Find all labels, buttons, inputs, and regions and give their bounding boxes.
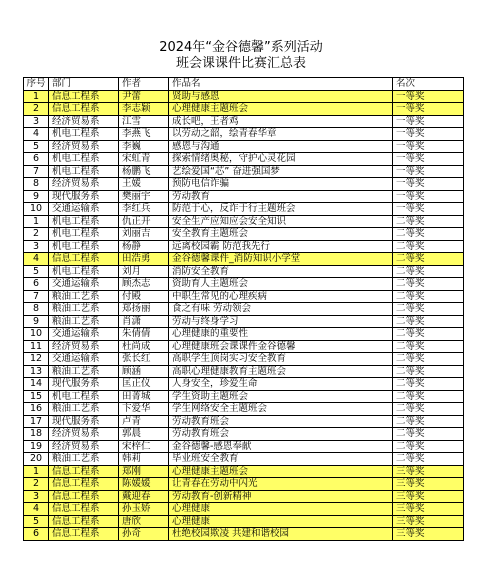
- cell-number: 4: [24, 503, 49, 516]
- table-row: [24, 278, 464, 291]
- cell-author: 李燕飞: [119, 128, 169, 141]
- cell-author: 李红兵: [119, 203, 169, 216]
- cell-rank: 一等奖: [393, 178, 464, 191]
- cell-rank: 一等奖: [393, 140, 464, 153]
- cell-number: 2: [24, 103, 49, 116]
- cell-author: 肖潇: [119, 315, 169, 328]
- cell-work-title: 心理健康: [169, 515, 393, 528]
- cell-author: 匡正仪: [119, 378, 169, 391]
- header-author: 作者: [119, 78, 169, 91]
- cell-rank: 二等奖: [393, 315, 464, 328]
- cell-author: 朱倩倩: [119, 328, 169, 341]
- cell-author: 杨鹏飞: [119, 165, 169, 178]
- page-subtitle: 班会课课件比赛汇总表: [175, 56, 306, 71]
- cell-author: 王媛: [119, 178, 169, 191]
- cell-author: 刘丽吉: [119, 228, 169, 241]
- cell-work-title: 杜绝校园欺凌 共建和谐校园: [169, 528, 393, 541]
- cell-work-title: 劳动教育班会: [169, 428, 393, 441]
- cell-department: 经济贸易系: [49, 140, 119, 153]
- cell-author: 李巍: [119, 140, 169, 153]
- table-row: [24, 390, 464, 403]
- results-table: [23, 77, 464, 541]
- cell-number: 2: [24, 478, 49, 491]
- cell-work-title: 心理健康的重要性: [169, 328, 393, 341]
- cell-rank: 三等奖: [393, 490, 464, 503]
- cell-number: 6: [24, 528, 49, 541]
- cell-rank: 二等奖: [393, 440, 464, 453]
- cell-number: 3: [24, 240, 49, 253]
- cell-rank: 一等奖: [393, 153, 464, 166]
- table-row: [24, 140, 464, 153]
- cell-author: 唐欣: [119, 515, 169, 528]
- cell-rank: 二等奖: [393, 328, 464, 341]
- cell-number: 1: [24, 465, 49, 478]
- cell-number: 1: [24, 215, 49, 228]
- table-row: [24, 478, 464, 491]
- table-row: [24, 290, 464, 303]
- table-row: [24, 90, 464, 103]
- cell-number: 5: [24, 265, 49, 278]
- table-row: [24, 378, 464, 391]
- cell-department: 信息工程系: [49, 528, 119, 541]
- cell-author: 李志颖: [119, 103, 169, 116]
- cell-work-title: 艺绘爱国“芯” 奋进强国梦: [169, 165, 393, 178]
- cell-rank: 三等奖: [393, 503, 464, 516]
- cell-work-title: 探索情绪奥秘，守护心灵花园: [169, 153, 393, 166]
- table-row: [24, 228, 464, 241]
- cell-work-title: 预防电信诈骗: [169, 178, 393, 191]
- cell-author: 顾杰志: [119, 278, 169, 291]
- cell-author: 付殿: [119, 290, 169, 303]
- header-department: 部门: [49, 78, 119, 91]
- table-row: [24, 490, 464, 503]
- cell-number: 5: [24, 515, 49, 528]
- cell-rank: 一等奖: [393, 115, 464, 128]
- cell-department: 交通运输系: [49, 203, 119, 216]
- cell-work-title: 让青春在劳动中闪光: [169, 478, 393, 491]
- table-row: [24, 453, 464, 466]
- cell-department: 信息工程系: [49, 103, 119, 116]
- cell-work-title: 远离校园霸 防范我先行: [169, 240, 393, 253]
- cell-department: 信息工程系: [49, 253, 119, 266]
- cell-work-title: 劳动教育-创新精神: [169, 490, 393, 503]
- cell-number: 15: [24, 390, 49, 403]
- cell-number: 20: [24, 453, 49, 466]
- cell-department: 交通运输系: [49, 328, 119, 341]
- cell-work-title: 安全生产应知应会安全知识: [169, 215, 393, 228]
- table-row: [24, 415, 464, 428]
- cell-department: 机电工程系: [49, 215, 119, 228]
- cell-department: 信息工程系: [49, 90, 119, 103]
- table-row: [24, 178, 464, 191]
- cell-rank: 三等奖: [393, 528, 464, 541]
- cell-department: 经济贸易系: [49, 115, 119, 128]
- cell-author: 杜尚成: [119, 340, 169, 353]
- cell-department: 机电工程系: [49, 128, 119, 141]
- cell-number: 1: [24, 90, 49, 103]
- cell-work-title: 感恩与沟通: [169, 140, 393, 153]
- cell-department: 信息工程系: [49, 515, 119, 528]
- table-row: [24, 203, 464, 216]
- cell-department: 机电工程系: [49, 265, 119, 278]
- cell-number: 9: [24, 315, 49, 328]
- cell-author: 尹蕾: [119, 90, 169, 103]
- cell-author: 田菁城: [119, 390, 169, 403]
- cell-work-title: 防范于心，反诈于行主题班会: [169, 203, 393, 216]
- cell-work-title: 以劳动之韶，绘青春华章: [169, 128, 393, 141]
- cell-author: 韩莉: [119, 453, 169, 466]
- cell-work-title: 人身安全，珍爱生命: [169, 378, 393, 391]
- cell-author: 郭晨: [119, 428, 169, 441]
- cell-work-title: 食之有味 劳动领会: [169, 303, 393, 316]
- table-row: [24, 440, 464, 453]
- cell-number: 11: [24, 340, 49, 353]
- cell-rank: 二等奖: [393, 353, 464, 366]
- table-row: [24, 103, 464, 116]
- table-row: [24, 428, 464, 441]
- cell-work-title: 心理健康主题班会: [169, 103, 393, 116]
- cell-work-title: 劳动教育: [169, 190, 393, 203]
- cell-rank: 二等奖: [393, 415, 464, 428]
- cell-work-title: 心理健康主题班会: [169, 465, 393, 478]
- cell-rank: 二等奖: [393, 240, 464, 253]
- table-row: [24, 365, 464, 378]
- table-row: [24, 240, 464, 253]
- cell-author: 江雪: [119, 115, 169, 128]
- table-row: [24, 190, 464, 203]
- table-row: [24, 328, 464, 341]
- cell-rank: 二等奖: [393, 290, 464, 303]
- table-row: [24, 503, 464, 516]
- cell-work-title: 高职心理健康教育主题班会: [169, 365, 393, 378]
- cell-author: 陈媛媛: [119, 478, 169, 491]
- cell-number: 2: [24, 228, 49, 241]
- cell-rank: 二等奖: [393, 365, 464, 378]
- cell-number: 8: [24, 178, 49, 191]
- cell-number: 10: [24, 328, 49, 341]
- cell-number: 7: [24, 290, 49, 303]
- cell-department: 信息工程系: [49, 490, 119, 503]
- cell-work-title: 学生网络安全主题班会: [169, 403, 393, 416]
- cell-number: 16: [24, 403, 49, 416]
- cell-number: 4: [24, 128, 49, 141]
- table-row: [24, 303, 464, 316]
- table-row: [24, 265, 464, 278]
- cell-rank: 一等奖: [393, 203, 464, 216]
- cell-author: 郑扬丽: [119, 303, 169, 316]
- cell-number: 10: [24, 203, 49, 216]
- cell-rank: 三等奖: [393, 465, 464, 478]
- cell-rank: 二等奖: [393, 253, 464, 266]
- cell-number: 3: [24, 115, 49, 128]
- cell-number: 18: [24, 428, 49, 441]
- cell-number: 4: [24, 253, 49, 266]
- cell-rank: 三等奖: [393, 515, 464, 528]
- cell-author: 孙玉娇: [119, 503, 169, 516]
- cell-department: 信息工程系: [49, 478, 119, 491]
- header-number: 序号: [24, 78, 49, 91]
- cell-rank: 二等奖: [393, 428, 464, 441]
- cell-number: 6: [24, 278, 49, 291]
- cell-rank: 二等奖: [393, 453, 464, 466]
- cell-work-title: 心理健康班会课课件金谷德馨: [169, 340, 393, 353]
- cell-department: 现代服务系: [49, 190, 119, 203]
- cell-rank: 一等奖: [393, 165, 464, 178]
- cell-number: 17: [24, 415, 49, 428]
- cell-rank: 一等奖: [393, 90, 464, 103]
- cell-work-title: 资助育人主题班会: [169, 278, 393, 291]
- cell-department: 经济贸易系: [49, 340, 119, 353]
- cell-author: 刘月: [119, 265, 169, 278]
- cell-department: 交通运输系: [49, 278, 119, 291]
- cell-rank: 二等奖: [393, 228, 464, 241]
- cell-department: 机电工程系: [49, 228, 119, 241]
- cell-number: 8: [24, 303, 49, 316]
- cell-number: 19: [24, 440, 49, 453]
- table-row: [24, 465, 464, 478]
- cell-author: 宋梓仁: [119, 440, 169, 453]
- cell-department: 粮油工艺系: [49, 303, 119, 316]
- cell-department: 现代服务系: [49, 378, 119, 391]
- cell-work-title: 成长吧，王者鸡: [169, 115, 393, 128]
- cell-rank: 一等奖: [393, 190, 464, 203]
- table-row: [24, 403, 464, 416]
- cell-work-title: 高职学生顶岗实习安全教育: [169, 353, 393, 366]
- cell-department: 现代服务系: [49, 415, 119, 428]
- cell-department: 经济贸易系: [49, 440, 119, 453]
- cell-number: 3: [24, 490, 49, 503]
- cell-rank: 二等奖: [393, 403, 464, 416]
- cell-rank: 一等奖: [393, 128, 464, 141]
- cell-author: 卢青: [119, 415, 169, 428]
- cell-rank: 二等奖: [393, 265, 464, 278]
- cell-department: 机电工程系: [49, 240, 119, 253]
- cell-number: 12: [24, 353, 49, 366]
- cell-author: 樊丽宇: [119, 190, 169, 203]
- cell-work-title: 中职生常见的心理疾病: [169, 290, 393, 303]
- cell-department: 机电工程系: [49, 153, 119, 166]
- table-row: [24, 528, 464, 541]
- cell-author: 戴迎春: [119, 490, 169, 503]
- cell-work-title: 毕业班安全教育: [169, 453, 393, 466]
- cell-department: 经济贸易系: [49, 178, 119, 191]
- cell-rank: 二等奖: [393, 215, 464, 228]
- cell-department: 粮油工艺系: [49, 290, 119, 303]
- cell-work-title: 消防安全教育: [169, 265, 393, 278]
- page-title: 2024年“金谷德馨”系列活动: [159, 40, 323, 55]
- cell-work-title: 心理健康: [169, 503, 393, 516]
- table-row: [24, 165, 464, 178]
- cell-number: 13: [24, 365, 49, 378]
- cell-department: 粮油工艺系: [49, 453, 119, 466]
- cell-rank: 二等奖: [393, 378, 464, 391]
- cell-department: 机电工程系: [49, 165, 119, 178]
- cell-department: 粮油工艺系: [49, 365, 119, 378]
- cell-rank: 二等奖: [393, 303, 464, 316]
- cell-rank: 三等奖: [393, 478, 464, 491]
- cell-department: 信息工程系: [49, 465, 119, 478]
- cell-department: 粮油工艺系: [49, 315, 119, 328]
- header-rank: 名次: [393, 78, 464, 91]
- cell-author: 卞爱华: [119, 403, 169, 416]
- cell-author: 张长红: [119, 353, 169, 366]
- table-row: [24, 128, 464, 141]
- cell-work-title: 金谷德馨课件_消防知识小学堂: [169, 253, 393, 266]
- cell-department: 经济贸易系: [49, 428, 119, 441]
- cell-author: 孙奇: [119, 528, 169, 541]
- cell-author: 仇正开: [119, 215, 169, 228]
- cell-department: 信息工程系: [49, 503, 119, 516]
- cell-rank: 二等奖: [393, 278, 464, 291]
- cell-work-title: 学生资助主题班会: [169, 390, 393, 403]
- table-row: [24, 153, 464, 166]
- cell-number: 5: [24, 140, 49, 153]
- cell-work-title: 劳动教育班会: [169, 415, 393, 428]
- table-body: [24, 90, 464, 540]
- cell-author: 田浩勇: [119, 253, 169, 266]
- table-row: [24, 515, 464, 528]
- cell-work-title: 金谷德馨-感恩奉献: [169, 440, 393, 453]
- cell-work-title: 贤助与感恩: [169, 90, 393, 103]
- cell-author: 杨静: [119, 240, 169, 253]
- table-row: [24, 340, 464, 353]
- cell-rank: 二等奖: [393, 340, 464, 353]
- cell-department: 机电工程系: [49, 390, 119, 403]
- cell-work-title: 安全教育主题班会: [169, 228, 393, 241]
- cell-number: 7: [24, 165, 49, 178]
- table-row: [24, 215, 464, 228]
- cell-number: 6: [24, 153, 49, 166]
- cell-number: 9: [24, 190, 49, 203]
- cell-department: 粮油工艺系: [49, 403, 119, 416]
- cell-rank: 二等奖: [393, 390, 464, 403]
- table-header-row: [24, 78, 464, 91]
- cell-work-title: 劳动与终身学习: [169, 315, 393, 328]
- table-row: [24, 315, 464, 328]
- cell-author: 顾涵: [119, 365, 169, 378]
- table-row: [24, 253, 464, 266]
- table-row: [24, 115, 464, 128]
- cell-author: 宋虹青: [119, 153, 169, 166]
- header-work-title: 作品名: [169, 78, 393, 91]
- table-row: [24, 353, 464, 366]
- cell-number: 14: [24, 378, 49, 391]
- cell-author: 郑刚: [119, 465, 169, 478]
- cell-rank: 一等奖: [393, 103, 464, 116]
- cell-department: 交通运输系: [49, 353, 119, 366]
